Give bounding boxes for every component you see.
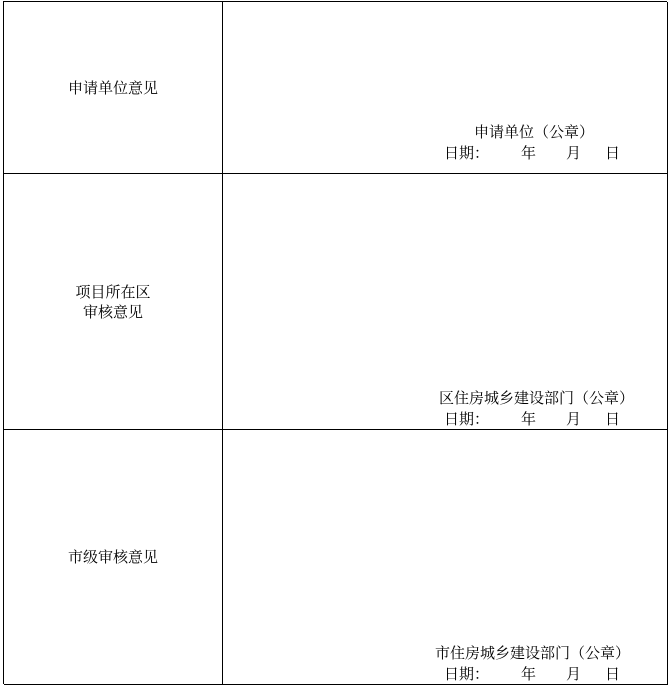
date-prefix: 日期：: [444, 144, 490, 162]
district-review-row: [4, 174, 668, 430]
applicant-seal-text: 申请单位（公章）: [474, 123, 595, 141]
applicant-opinion-row: [4, 2, 668, 174]
applicant-opinion-label: 申请单位意见: [67, 78, 158, 97]
date-day: 日: [605, 144, 621, 162]
date-month: 月: [566, 410, 582, 428]
row-label-cell: [4, 430, 223, 684]
district-date-line: [444, 409, 624, 429]
date-year: 年: [521, 410, 537, 428]
district-review-label: 项目所在区 审核意见: [75, 282, 151, 321]
applicant-opinion-content: [223, 2, 667, 173]
date-month: 月: [566, 665, 582, 683]
date-month: 月: [566, 144, 582, 162]
row-label-cell: [4, 174, 223, 429]
date-year: 年: [521, 665, 537, 683]
district-seal-text: 区住房城乡建设部门（公章）: [439, 389, 635, 407]
city-seal-text: 市住房城乡建设部门（公章）: [435, 644, 631, 662]
city-review-label: 市级审核意见: [67, 548, 158, 566]
approval-opinion-table: [3, 1, 667, 684]
city-date-line: [444, 664, 624, 684]
date-prefix: 日期：: [444, 410, 490, 428]
row-label-cell: [4, 2, 223, 173]
date-prefix: 日期：: [444, 665, 490, 683]
date-day: 日: [605, 410, 621, 428]
date-year: 年: [521, 144, 537, 162]
city-review-row: [4, 430, 668, 685]
applicant-date-line: [444, 143, 624, 163]
city-review-content: [223, 430, 667, 684]
district-review-content: [223, 174, 667, 429]
date-day: 日: [605, 665, 621, 683]
